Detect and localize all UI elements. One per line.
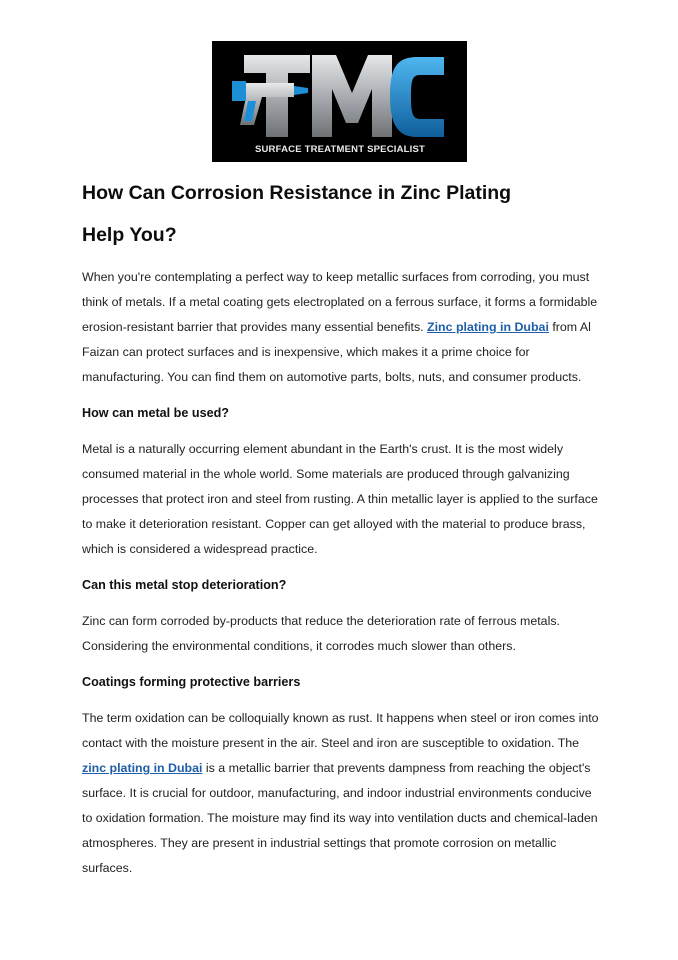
section-heading-deterioration: Can this metal stop deterioration?	[82, 578, 287, 592]
section-body-metal-use: Metal is a naturally occurring element abundant in the Earth's crust. It is the most widely consumed material in the whole world. Some materials are produced through galvanizing processes that protect iron and steel from rusting. A thin metallic layer is applied to the surface to make it deterioration resistant. Copper can get alloyed with the material to produce brass, which is considered a widespread practice.	[82, 442, 598, 556]
section-body-deterioration: Zinc can form corroded by-products that reduce the deterioration rate of ferrous metals. Considering the environmental conditions, it corrodes much slower than others.	[82, 614, 560, 653]
article-title	[82, 172, 602, 256]
logo-letter-m	[312, 55, 392, 137]
section-heading-metal-use: How can metal be used?	[82, 406, 229, 420]
coatings-text-start: The term oxidation can be colloquially known as rust. It happens when steel or iron comes into contact with the moisture present in the air. Steel and iron are susceptible to oxidation. The	[82, 711, 599, 750]
article-title-line1: How Can Corrosion Resistance in Zinc Plating	[82, 182, 512, 204]
zinc-plating-link-2[interactable]: zinc plating in Dubai	[82, 761, 203, 775]
article-title-line2: Help You?	[82, 224, 177, 246]
zinc-plating-link[interactable]: Zinc plating in Dubai	[427, 320, 549, 334]
intro-text-start: When you're contemplating a perfect way to keep metallic surfaces from corroding, you must think of metals. If a metal coating gets electroplated on a ferrous surface, it forms a formidable erosion-resistant barrier that provides many essential benefits.	[82, 270, 598, 334]
logo-letter-c	[390, 57, 444, 137]
coatings-text-end: is a metallic barrier that prevents dampness from reaching the object's surface. It is crucial for outdoor, manufacturing, and indoor industrial environments conducive to oxidation formation. The moisture may find its way into ventilation ducts and chemical-laden atmospheres. They are present in industrial settings that promote corrosion on metallic surfaces.	[82, 761, 598, 875]
section-body-coatings	[82, 706, 602, 881]
article	[82, 172, 602, 881]
section-heading-coatings: Coatings forming protective barriers	[82, 675, 301, 689]
intro-paragraph	[82, 265, 602, 390]
intro-text-end: from Al Faizan can protect surfaces and is inexpensive, which makes it a prime choice for manufacturing. You can find them on automotive parts, bolts, nuts, and consumer products.	[82, 320, 591, 384]
logo-graphic	[212, 41, 467, 162]
company-logo	[212, 41, 467, 162]
logo-tagline: SURFACE TREATMENT SPECIALIST	[254, 144, 426, 155]
